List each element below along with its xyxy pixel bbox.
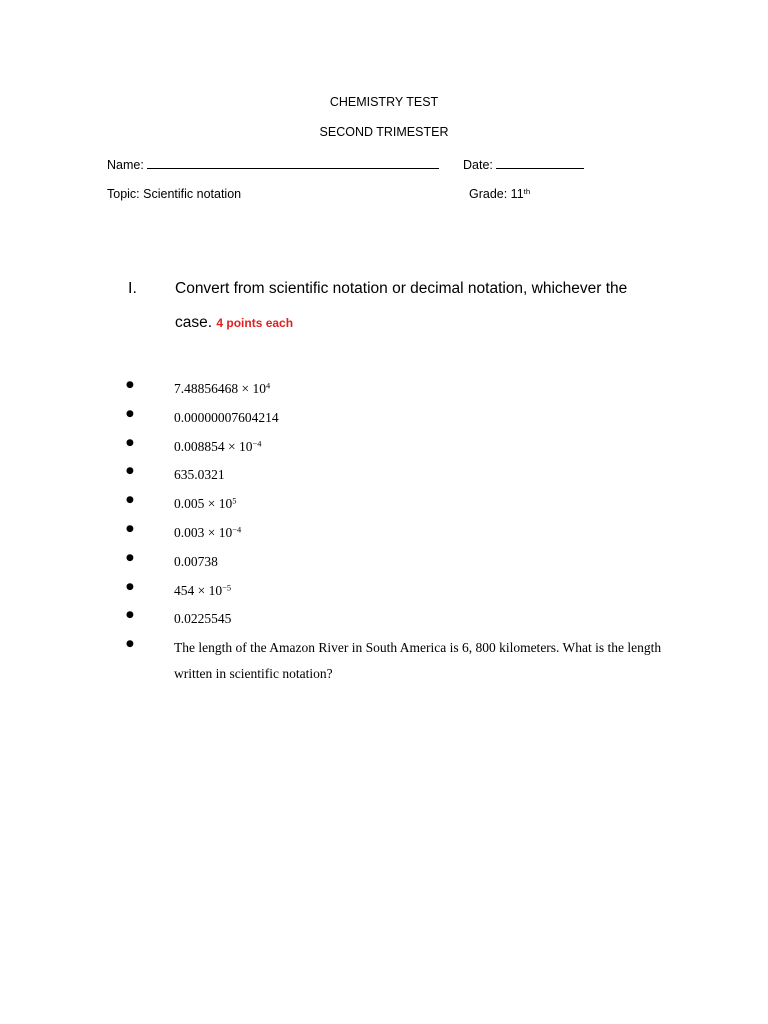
question-list xyxy=(126,376,686,687)
list-item xyxy=(126,462,686,491)
name-label: Name: xyxy=(107,158,144,172)
item-text: 0.00000007604214 xyxy=(174,409,279,425)
bullet-icon: ● xyxy=(126,466,134,477)
date-field[interactable] xyxy=(463,156,584,172)
list-item xyxy=(126,491,686,520)
item-text: $0.003 \times 10^{-4}$ xyxy=(174,524,242,540)
topic-label: Topic: Scientific notation xyxy=(107,187,242,201)
list-item xyxy=(126,520,686,549)
item-text: 0.0225545 xyxy=(174,611,232,627)
bullet-icon: ● xyxy=(126,380,134,390)
item-text: $0.005 \times 10^5$ xyxy=(174,496,237,512)
section-instruction-line1: Convert from scientific notation or decimal notation, whichever the xyxy=(175,280,628,297)
section-numeral: I. xyxy=(128,280,137,297)
item-text: 0.00738 xyxy=(174,553,218,569)
word-problem-item xyxy=(126,635,686,687)
grade-text: Grade: 11 xyxy=(469,187,524,201)
bullet-icon: ● xyxy=(126,408,134,419)
instruction-case-word: case. xyxy=(175,314,213,331)
list-item xyxy=(126,578,686,607)
test-subtitle: SECOND TRIMESTER xyxy=(319,125,449,139)
word-problem-text: The length of the Amazon River in South America is 6, 800 kilometers. What is the length written in scientific notation? xyxy=(174,640,662,682)
name-field[interactable] xyxy=(107,156,439,172)
name-blank-line[interactable] xyxy=(147,156,439,169)
test-title: CHEMISTRY TEST xyxy=(329,95,439,109)
item-text: $454 \times 10^{-5}$ xyxy=(174,582,232,598)
item-text: $7.48856468 \times 10^4$ xyxy=(174,381,271,396)
item-text: $0.008854 \times 10^{-4}$ xyxy=(174,438,262,454)
section-instruction-line2 xyxy=(175,314,293,332)
bullet-icon: ● xyxy=(126,639,134,650)
list-item xyxy=(126,549,686,578)
bullet-icon: ● xyxy=(126,437,134,448)
points-note: 4 points each xyxy=(216,316,294,330)
bullet-icon: ● xyxy=(126,495,134,506)
grade-suffix: th xyxy=(523,186,531,196)
grade-label xyxy=(469,187,530,201)
list-item xyxy=(126,376,686,405)
bullet-icon: ● xyxy=(126,523,134,534)
bullet-icon: ● xyxy=(126,552,134,563)
item-text: 635.0321 xyxy=(174,467,225,483)
list-item xyxy=(126,405,686,434)
bullet-icon: ● xyxy=(126,610,134,621)
date-label: Date: xyxy=(463,158,493,172)
list-item xyxy=(126,606,686,635)
date-blank-line[interactable] xyxy=(496,156,584,169)
bullet-icon: ● xyxy=(126,581,134,592)
list-item xyxy=(126,434,686,463)
